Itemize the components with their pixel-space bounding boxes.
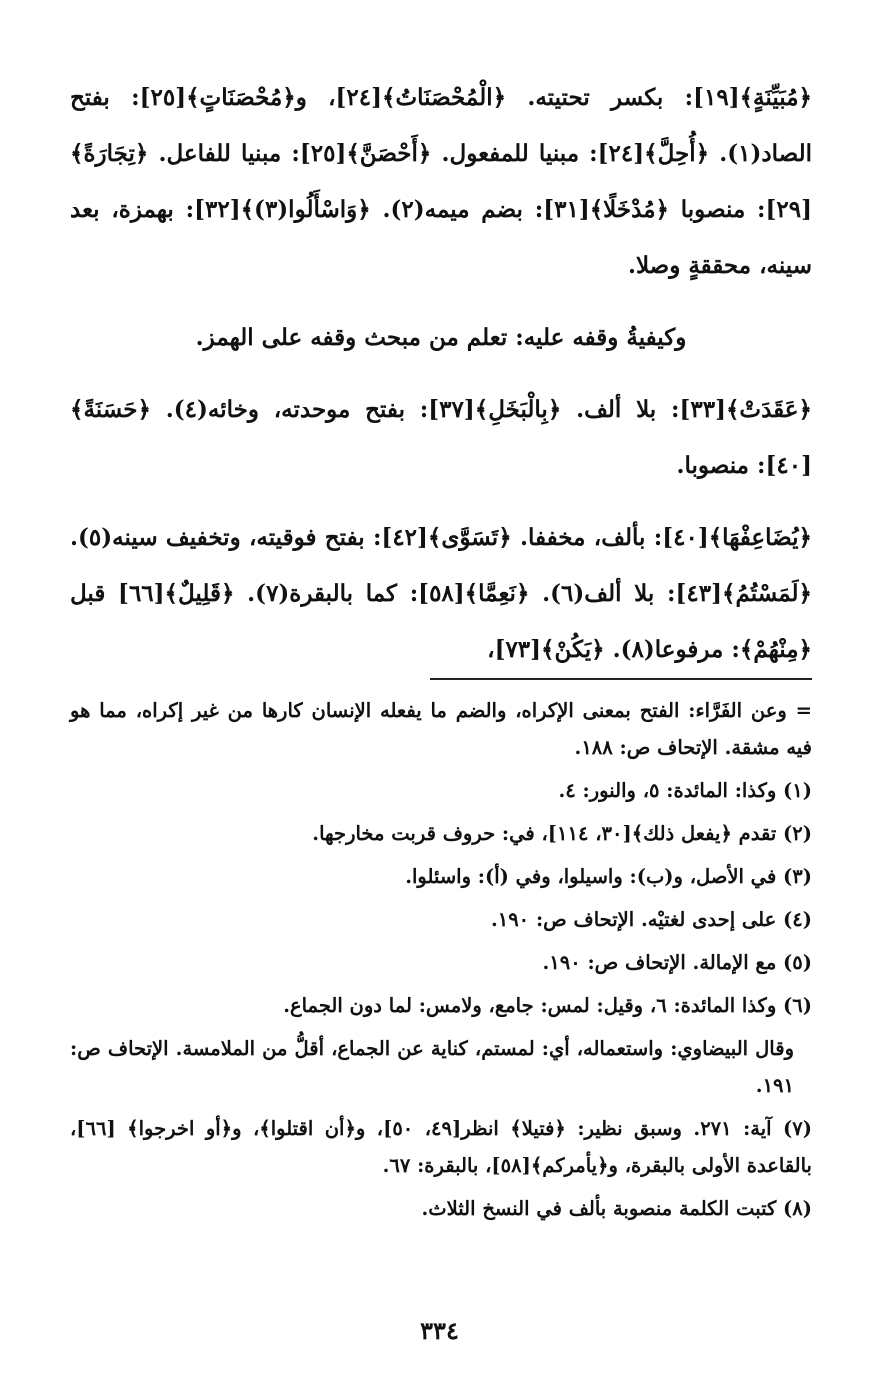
footnote-continuation: = وعن الفَرَّاء: الفتح بمعنى الإكراه، والضم ما يفعله الإنسان كارها من غير إكراه، مما هو فيه مشقة. الإتحاف ص: ١٨٨. xyxy=(70,699,812,759)
footnote-6: (٦) وكذا المائدة: ٦، وقيل: لمس: جامع، ولامس: لما دون الجماع. xyxy=(283,994,812,1017)
paragraph-3: ﴿عَقَدَتْ﴾[٣٣]: بلا ألف. ﴿بِالْبَخَلِ﴾[٣٧]: بفتح موحدته، وخائه(٤). ﴿حَسَنَةً﴾[٤٠]: منصوبا. xyxy=(70,396,812,479)
footnote-6-continuation: وقال البيضاوي: واستعماله، أي: لمستم، كناية عن الجماع، أقلُّ من الملامسة. الإتحاف ص: ١٩١. xyxy=(70,1037,794,1097)
paragraph-1: ﴿مُبَيِّنَةٍ﴾[١٩]: بكسر تحتيته. ﴿الْمُحْصَنَاتُ﴾[٢٤]، و﴿مُحْصَنَاتٍ﴾[٢٥]: بفتح الصاد(١). ﴿أُحِلَّ﴾[٢٤]: مبنيا للمفعول. ﴿أَحْصَنَّ﴾[٢٥]: مبنيا للفاعل. ﴿تِجَارَةً﴾[٢٩]: منصوبا ﴿مُدْخَلًا﴾[٣١]: بضم ميمه(٢). ﴿وَاسْأَلُوا(٣)﴾[٣٢]: بهمزة، بعد سينه، محققةٍ وصلا. xyxy=(70,84,813,279)
footnote-8: (٨) كتبت الكلمة منصوبة بألف في النسخ الثلاث. xyxy=(421,1197,812,1220)
page-number: ٣٣٤ xyxy=(420,1316,459,1345)
footnote-4: (٤) على إحدى لغتيْه. الإتحاف ص: ١٩٠. xyxy=(490,908,812,931)
footnote-3: (٣) في الأصل، و(ب): واسيلوا، وفي (أ): واسئلوا. xyxy=(405,865,812,888)
paragraph-2: وكيفيةُ وقفه عليه: تعلم من مبحث وقفه على الهمز. xyxy=(195,324,687,351)
footnotes xyxy=(70,692,812,1233)
footnote-5: (٥) مع الإمالة. الإتحاف ص: ١٩٠. xyxy=(542,951,812,974)
footnote-2: (٢) تقدم ﴿يفعل ذلك﴾[٣٠، ١١٤]، في: حروف قربت مخارجها. xyxy=(312,822,812,845)
footnote-7: (٧) آية: ٢٧١. وسبق نظير: ﴿فتيلا﴾ انظر[٤٩، ٥٠]، و﴿أن اقتلوا﴾، و﴿أو اخرجوا﴾ [٦٦]، بالقاعدة الأولى بالبقرة، و﴿يأمركم﴾[٥٨]، بالبقرة: ٦٧. xyxy=(70,1117,812,1177)
footnote-separator xyxy=(430,678,812,680)
footnote-1: (١) وكذا: المائدة: ٥، والنور: ٤. xyxy=(558,779,812,802)
main-text xyxy=(70,70,812,694)
paragraph-4: ﴿يُضَاعِفْهَا﴾[٤٠]: بألف، مخففا. ﴿تَسَوَّى﴾[٤٢]: بفتح فوقيته، وتخفيف سينه(٥). ﴿لَمَسْتُمُ﴾[٤٣]: بلا ألف(٦). ﴿نَعِمَّا﴾[٥٨]: كما بالبقرة(٧). ﴿قَلِيلٌ﴾[٦٦] قبل ﴿مِنْهُمْ﴾: مرفوعا(٨). ﴿يَكُنْ﴾[٧٣]، xyxy=(70,524,813,663)
